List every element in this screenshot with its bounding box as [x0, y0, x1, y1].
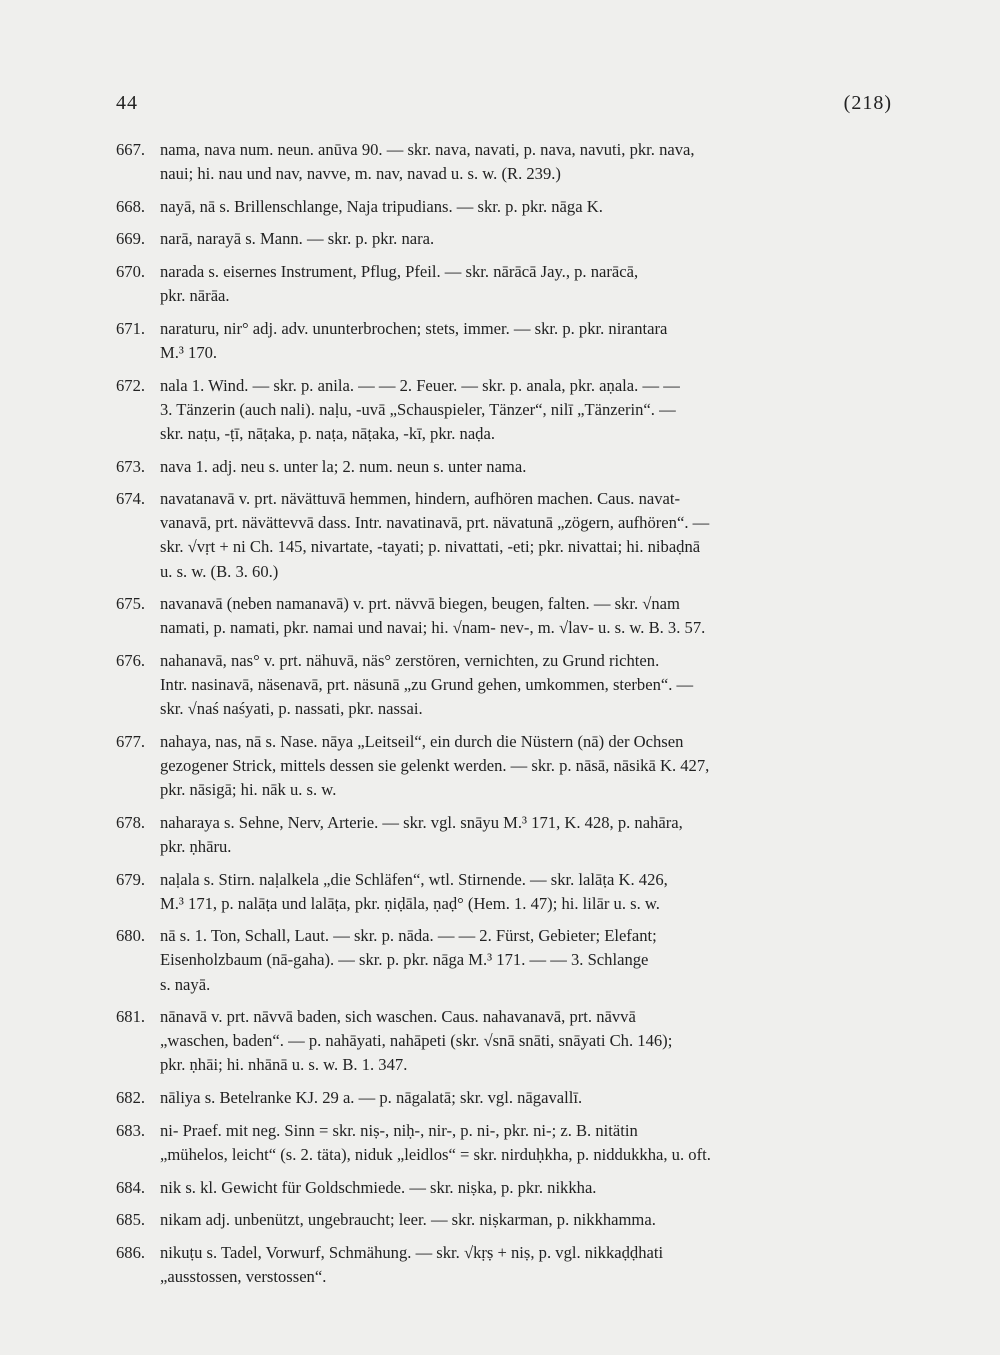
entry-line: nā s. 1. Ton, Schall, Laut. — skr. p. nāda. — — 2. Fürst, Gebieter; Elefant;: [160, 926, 657, 946]
dictionary-entry: [116, 592, 896, 640]
entry-line: M.³ 171, p. nalāṭa und lalāṭa, pkr. ṇiḍāla, ṇaḍ° (Hem. 1. 47); hi. lilār u. s. w.: [160, 893, 660, 913]
entry-line: „waschen, baden“. — p. nahāyati, nahāpeti (skr. √snā snāti, snāyati Ch. 146);: [160, 1031, 673, 1051]
dictionary-entry: [116, 649, 896, 721]
entry-line: nikam adj. unbenützt, ungebraucht; leer. — skr. niṣkarman, p. nikkhamma.: [160, 1210, 656, 1230]
entry-line: nayā, nā s. Brillenschlange, Naja tripudians. — skr. p. pkr. nāga K.: [160, 196, 603, 216]
dictionary-entry: [116, 868, 896, 916]
entry-line: nikuṭu s. Tadel, Vorwurf, Schmähung. — skr. √kṛṣ + niṣ, p. vgl. nikkaḍḍhati: [160, 1242, 664, 1262]
dictionary-entry: [116, 924, 896, 996]
entry-number: 680.: [116, 926, 146, 946]
entry-number: 686.: [116, 1242, 146, 1262]
entry-number: 683.: [116, 1120, 146, 1140]
entry-line: navanavā (neben namanavā) v. prt. nävvā biegen, beugen, falten. — skr. √nam: [160, 594, 680, 614]
dictionary-entry: [116, 730, 896, 802]
entry-line: M.³ 170.: [160, 343, 218, 363]
entry-number: 672.: [116, 375, 146, 395]
entry-number: 681.: [116, 1007, 146, 1027]
entry-line: naui; hi. nau und nav, navve, m. nav, navad u. s. w. (R. 239.): [160, 164, 561, 184]
dictionary-entry: [116, 374, 896, 446]
entry-line: nāliya s. Betelranke KJ. 29 a. — p. nāgalatā; skr. vgl. nāgavallī.: [160, 1088, 583, 1108]
page-number: 44: [116, 92, 138, 114]
dictionary-entry: [116, 1208, 896, 1232]
dictionary-entry: [116, 317, 896, 365]
entry-line: namati, p. namati, pkr. namai und navai; hi. √nam- nev-, m. √lav- u. s. w. B. 3. 57.: [160, 618, 706, 638]
entry-number: 676.: [116, 651, 146, 671]
entry-number: 685.: [116, 1210, 146, 1230]
entry-line: nahanavā, nas° v. prt. nähuvā, näs° zerstören, vernichten, zu Grund richten.: [160, 651, 660, 671]
entry-line: skr. √vṛt + ni Ch. 145, nivartate, -tayati; p. nivattati, -eti; pkr. nivattai; hi. nibaḍnā: [160, 537, 701, 557]
entry-line: 3. Tänzerin (auch nali). naḷu, -uvā „Schauspieler, Tänzer“, nilī „Tänzerin“. —: [160, 399, 676, 419]
entry-number: 671.: [116, 318, 146, 338]
entry-line: „ausstossen, verstossen“.: [160, 1267, 327, 1287]
entry-number: 669.: [116, 229, 146, 249]
entry-line: pkr. nāsigā; hi. nāk u. s. w.: [160, 780, 337, 800]
entry-line: pkr. ṇhāru.: [160, 836, 232, 856]
entry-line: skr. √naś naśyati, p. nassati, pkr. nassai.: [160, 699, 423, 719]
entry-number: 667.: [116, 140, 146, 159]
entry-number: 684.: [116, 1177, 146, 1197]
entry-line: naharaya s. Sehne, Nerv, Arterie. — skr. vgl. snāyu M.³ 171, K. 428, p. nahāra,: [160, 812, 683, 832]
entry-number: 678.: [116, 812, 146, 832]
entry-line: skr. naṭu, -ṭī, nāṭaka, p. naṭa, nāṭaka, -kī, pkr. naḍa.: [160, 423, 495, 443]
entry-line: nama, nava num. neun. anūva 90. — skr. nava, navati, p. nava, navuti, pkr. nava,: [160, 140, 695, 159]
entry-line: pkr. nārāa.: [160, 286, 230, 306]
entry-number: 682.: [116, 1088, 146, 1108]
dictionary-entry: [116, 487, 896, 583]
entry-number: 670.: [116, 262, 146, 282]
entry-line: nala 1. Wind. — skr. p. anila. — — 2. Feuer. — skr. p. anala, pkr. aṇala. — —: [160, 375, 680, 395]
entry-line: u. s. w. (B. 3. 60.): [160, 561, 279, 581]
entry-line: naḷala s. Stirn. naḷalkela „die Schläfen“, wtl. Stirnende. — skr. lalāṭa K. 426,: [160, 869, 668, 889]
dictionary-entries: [116, 138, 896, 1298]
dictionary-entry: [116, 195, 896, 219]
entry-line: vanavā, prt. nävättevvā dass. Intr. navatinavā, prt. nävatunā „zögern, aufhören“. —: [160, 513, 710, 533]
dictionary-entry: [116, 1176, 896, 1200]
entry-line: nava 1. adj. neu s. unter la; 2. num. neun s. unter nama.: [160, 456, 527, 476]
entry-line: pkr. ṇhāi; hi. nhānā u. s. w. B. 1. 347.: [160, 1055, 408, 1075]
entry-line: ni- Praef. mit neg. Sinn = skr. niṣ-, niḥ-, nir-, p. ni-, pkr. ni-; z. B. nitätin: [160, 1120, 638, 1140]
page-folio: (218): [843, 92, 892, 114]
dictionary-entry: [116, 1005, 896, 1077]
entry-number: 673.: [116, 456, 146, 476]
entry-line: s. nayā.: [160, 974, 211, 994]
entry-line: narada s. eisernes Instrument, Pflug, Pfeil. — skr. nārācā Jay., p. narācā,: [160, 262, 639, 282]
entry-number: 677.: [116, 731, 146, 751]
dictionary-entry: [116, 455, 896, 479]
entry-number: 674.: [116, 489, 146, 509]
entry-number: 679.: [116, 869, 146, 889]
entry-line: nahaya, nas, nā s. Nase. nāya „Leitseil“, ein durch die Nüstern (nā) der Ochsen: [160, 731, 684, 751]
dictionary-entry: [116, 1241, 896, 1289]
entry-line: gezogener Strick, mittels dessen sie gelenkt werden. — skr. p. nāsā, nāsikā K. 427,: [160, 756, 710, 775]
dictionary-entry: [116, 1119, 896, 1167]
entry-line: „mühelos, leicht“ (s. 2. täta), niduk „leidlos“ = skr. nirduḥkha, p. niddukkha, u. oft.: [160, 1144, 711, 1164]
entry-line: Intr. nasinavā, näsenavā, prt. näsunā „zu Grund gehen, umkommen, sterben“. —: [160, 675, 694, 695]
entry-line: nānavā v. prt. nāvvā baden, sich waschen. Caus. nahavanavā, prt. nāvvā: [160, 1007, 636, 1027]
entry-line: naraturu, nir° adj. adv. ununterbrochen; stets, immer. — skr. p. pkr. nirantara: [160, 318, 668, 338]
dictionary-entry: [116, 1086, 896, 1110]
dictionary-entry: [116, 138, 896, 186]
dictionary-entry: [116, 227, 896, 251]
entry-line: Eisenholzbaum (nā-gaha). — skr. p. pkr. nāga M.³ 171. — — 3. Schlange: [160, 950, 649, 970]
dictionary-entry: [116, 811, 896, 859]
entry-line: navatanavā v. prt. nävättuvā hemmen, hindern, aufhören machen. Caus. navat-: [160, 489, 681, 509]
entry-line: narā, narayā s. Mann. — skr. p. pkr. nara.: [160, 229, 435, 249]
entry-line: nik s. kl. Gewicht für Goldschmiede. — skr. niṣka, p. pkr. nikkha.: [160, 1177, 597, 1197]
dictionary-entry: [116, 260, 896, 308]
entry-number: 675.: [116, 594, 146, 614]
entry-number: 668.: [116, 196, 146, 216]
